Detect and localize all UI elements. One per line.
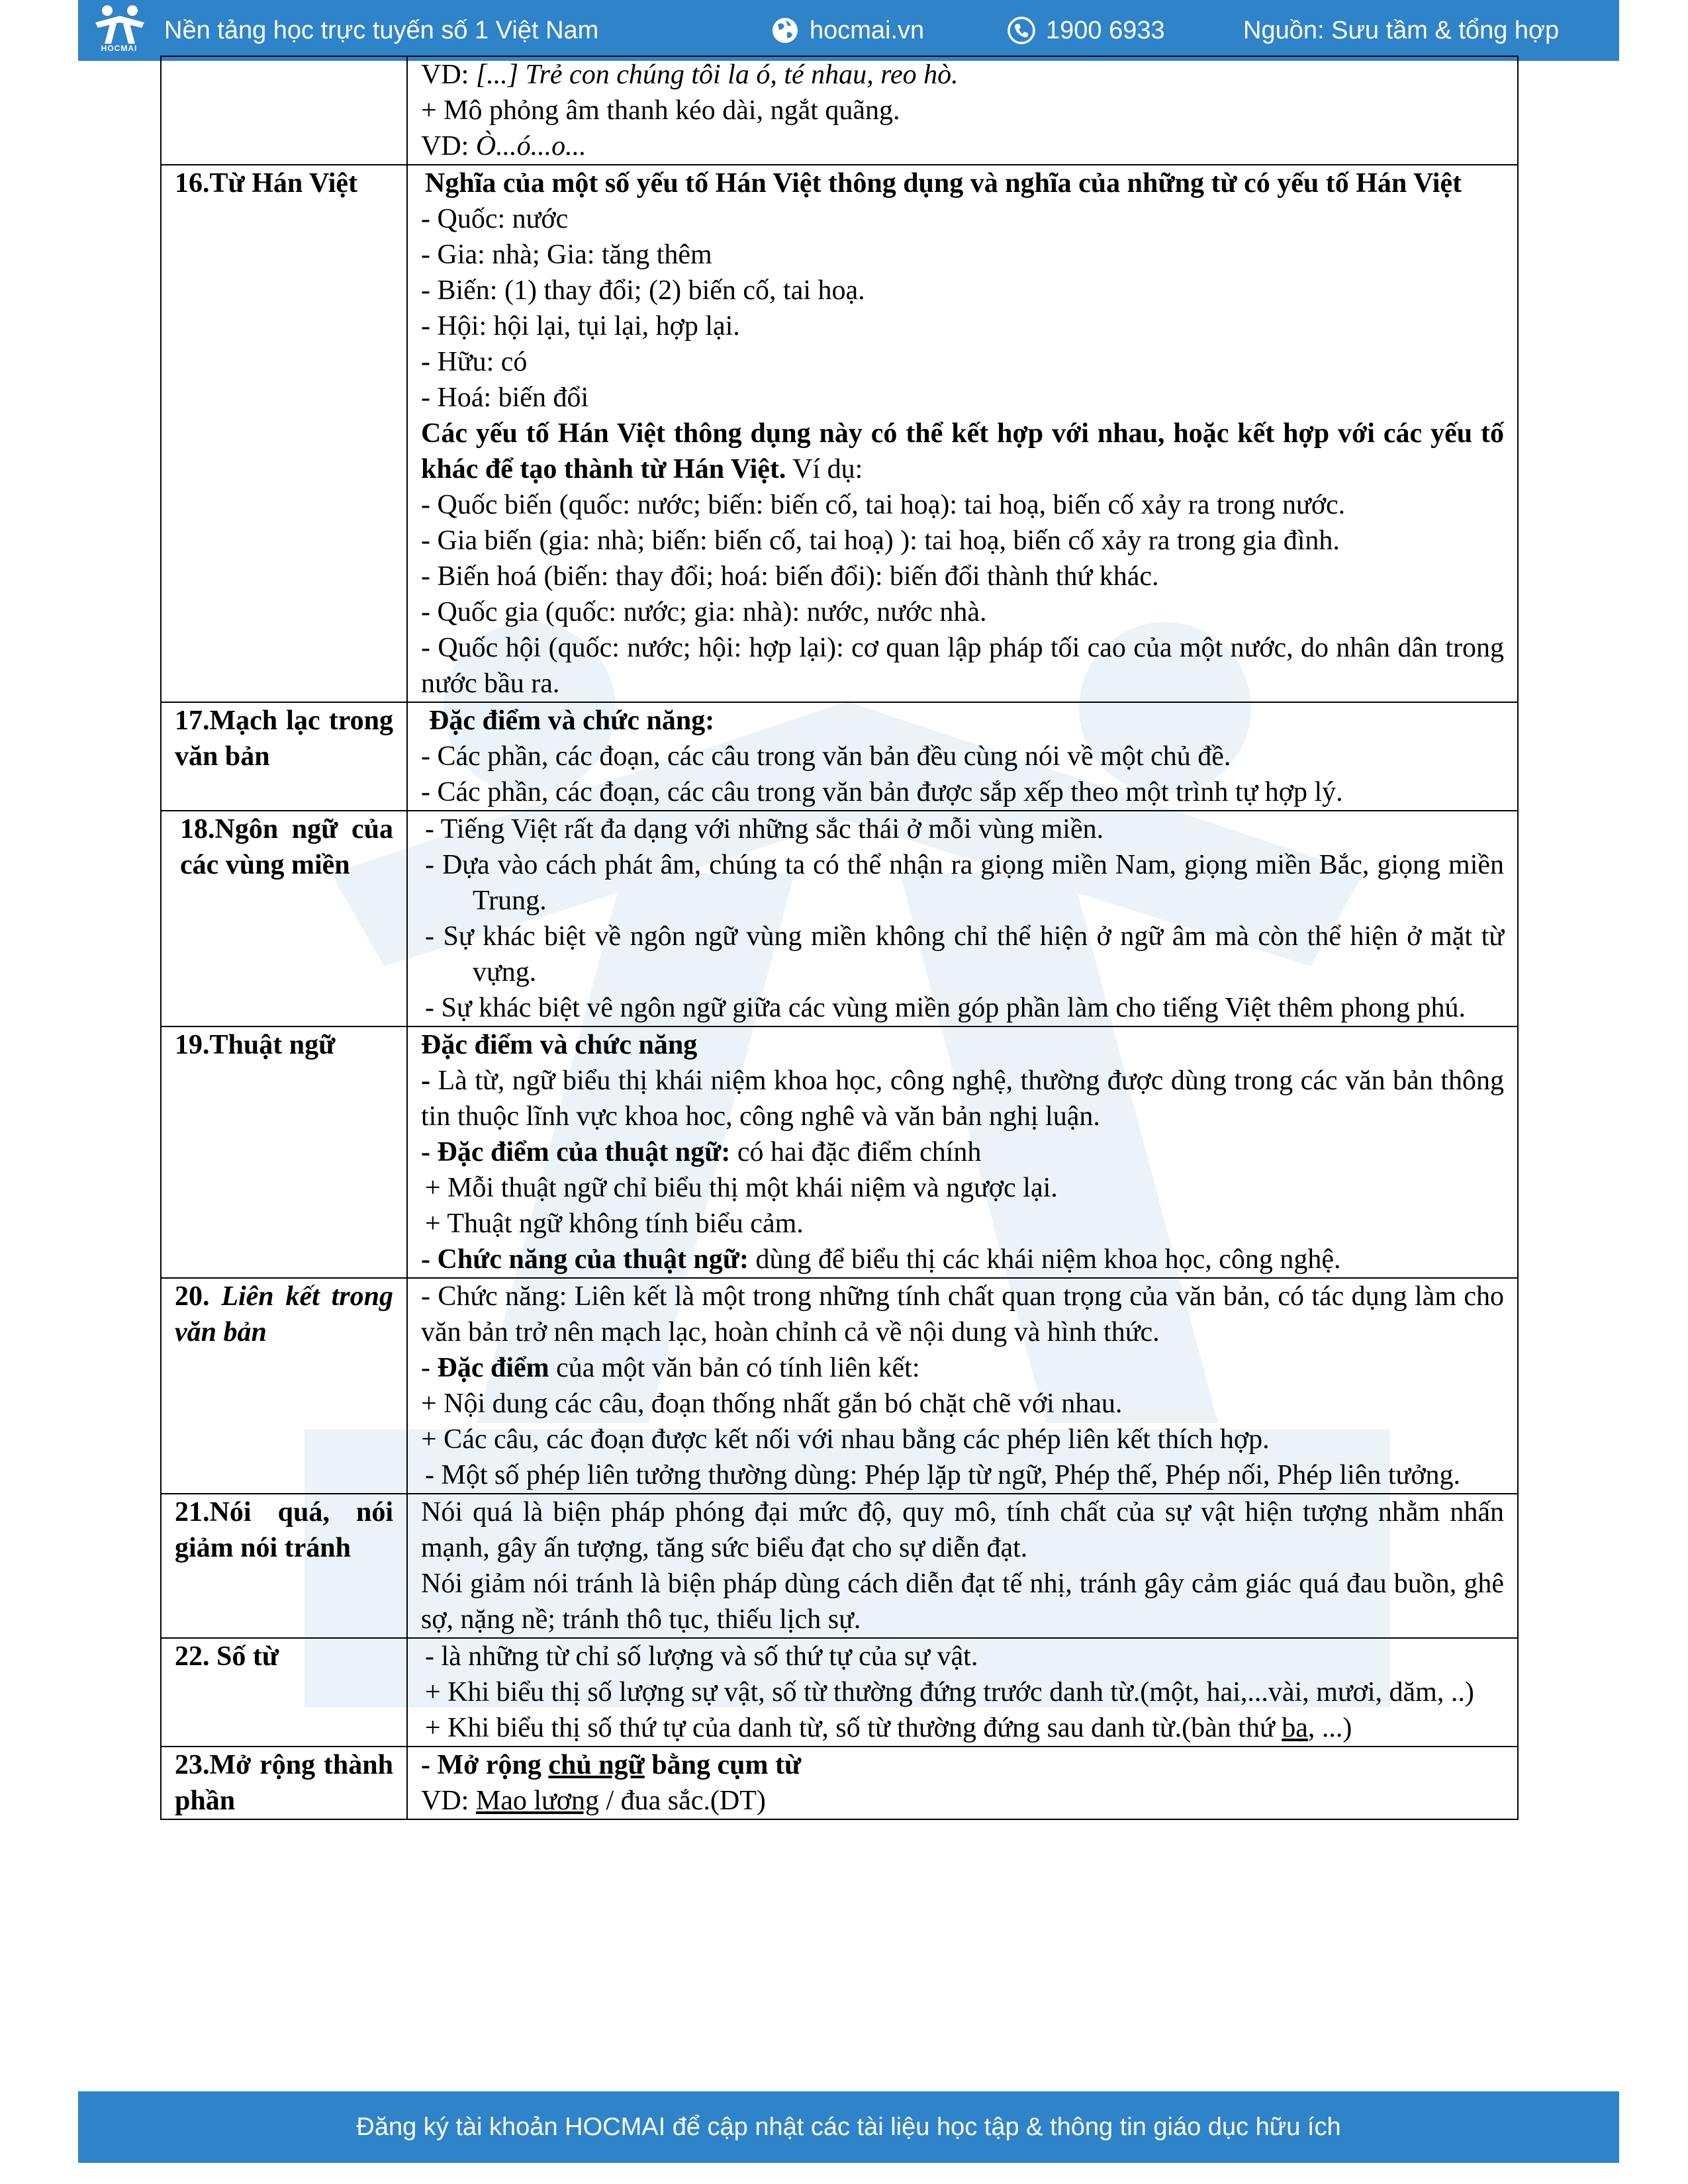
list-item: - Hoá: biến đổi <box>421 383 589 413</box>
table-row <box>161 1494 1518 1638</box>
list-item-text: , ...) <box>1307 1713 1352 1743</box>
row-18-title: 18.Ngôn ngữ của các vùng miền <box>161 811 407 1026</box>
list-item: - Một số phép liên tưởng thường dùng: Phép lặp từ ngữ, Phép thế, Phép nối, Phép liên tưởng. <box>425 1460 1461 1490</box>
row-21-title: 21.Nói quá, nói giảm nói tránh <box>161 1494 407 1638</box>
knowledge-table <box>160 56 1519 1820</box>
list-item: - Sự khác biệt về ngôn ngữ vùng miền không chỉ thể hiện ở ngữ âm mà còn thể hiện ở mặt từ vựng. <box>425 921 1504 987</box>
example-text: / đua sắc.(DT) <box>598 1786 766 1816</box>
row-22-content-cell <box>407 1638 1518 1747</box>
list-item: - Biến hoá (biến: thay đổi; hoá: biến đổi): biến đổi thành thứ khác. <box>421 561 1159 592</box>
row-16-content-cell <box>407 165 1518 702</box>
feature-label: - Đặc điểm của thuật ngữ: <box>421 1137 731 1167</box>
list-item: - Hữu: có <box>421 347 528 377</box>
row-20-content-cell <box>407 1278 1518 1494</box>
list-item: + Mô phỏng âm thanh kéo dài, ngắt quãng. <box>421 95 900 126</box>
definition-text: Là từ, ngữ biểu thị khái niệm khoa học, công nghệ, thường được dùng trong các văn bản thông tin thuộc lĩnh vực khoa hoc, công nghê và văn bản nghị luận. <box>421 1066 1504 1132</box>
header-tagline: Nền tảng học trực tuyến số 1 Việt Nam <box>164 16 599 44</box>
table-row <box>161 1638 1518 1747</box>
example-label: VD: <box>421 131 476 161</box>
header-bar <box>78 0 1619 61</box>
row-number: 20. <box>175 1281 210 1312</box>
row-17-content-cell <box>407 702 1518 811</box>
heading-text: - Mở rộng <box>421 1750 549 1780</box>
row-18-content-cell <box>407 811 1518 1026</box>
list-item: - Sự khác biệt vê ngôn ngữ giữa các vùng miền góp phần làm cho tiếng Việt thêm phong phú. <box>425 993 1466 1023</box>
example-text: [...] Trẻ con chúng tôi la ó, té nhau, reo hò. <box>475 60 959 90</box>
list-item: + Mỗi thuật ngữ chỉ biểu thị một khái niệm và ngược lại. <box>425 1173 1058 1203</box>
phone-text: 1900 6933 <box>1046 16 1165 44</box>
row-23-title: 23.Mở rộng thành phần <box>161 1747 407 1819</box>
table-row <box>161 165 1518 702</box>
header-phone[interactable] <box>1006 0 1165 61</box>
table-row <box>161 56 1518 165</box>
row-19-title: 19.Thuật ngữ <box>161 1026 407 1278</box>
example-label: VD: <box>421 1786 476 1816</box>
function-label: - Chức năng của thuật ngữ: <box>421 1244 749 1275</box>
combination-note: Các yếu tố Hán Việt thông dụng này có thể kết hợp với nhau, hoặc kết hợp với các yếu tố khác để tạo thành từ Hán Việt. <box>421 418 1504 484</box>
list-item: - Các phần, các đoạn, các câu trong văn bản được sắp xếp theo một trình tự hợp lý. <box>421 777 1343 807</box>
function-text: dùng để biểu thị các khái niệm khoa học, công nghệ. <box>748 1244 1341 1275</box>
list-item: - Quốc biến (quốc: nước; biến: biến cố, tai hoạ): tai hoạ, biến cố xảy ra trong nước. <box>421 490 1346 520</box>
header-website[interactable] <box>770 0 924 61</box>
underlined-word: Mao lương <box>475 1786 599 1816</box>
row-17-title: 17.Mạch lạc trong văn bản <box>161 702 407 811</box>
list-item: - Gia biến (gia: nhà; biến: biến cố, tai hoạ) ): tai hoạ, biến cố xảy ra trong gia đình. <box>421 525 1340 556</box>
row-15-content-cell <box>407 56 1518 165</box>
list-item: - là những từ chỉ số lượng và số thứ tự của sự vật. <box>425 1641 978 1672</box>
row-16-title: 16.Từ Hán Việt <box>161 165 407 702</box>
list-item: + Khi biểu thị số lượng sự vật, số từ thường đứng trước danh từ.(một, hai,...vài, mươi, dăm, ..) <box>425 1677 1474 1707</box>
list-item-text: + Khi biểu thị số thứ tự của danh từ, số từ thường đứng sau danh từ.(bàn thứ <box>425 1713 1282 1743</box>
list-item: - Quốc: nước <box>421 204 569 234</box>
list-dash: - <box>421 1353 438 1383</box>
brand-name: HOCMAI <box>101 44 138 53</box>
footer-bar[interactable] <box>78 2091 1619 2163</box>
paragraph: Nói giảm nói tránh là biện pháp dùng cách diễn đạt tế nhị, tránh gây cảm giác quá đau buồn, ghê sợ, nặng nề; tránh thô tục, thiếu lịch sự. <box>421 1569 1504 1635</box>
underlined-word: ba <box>1282 1713 1308 1743</box>
table-row <box>161 811 1518 1026</box>
feature-label: Đặc điểm <box>437 1353 549 1383</box>
paragraph: Nói quá là biện pháp phóng đại mức độ, quy mô, tính chất của sự vật hiện tượng nhằm nhấn mạnh, gây ấn tượng, tăng sức biểu đạt cho sự diễn đạt. <box>421 1497 1504 1563</box>
table-row <box>161 1747 1518 1819</box>
list-item: - Các phần, các đoạn, các câu trong văn bản đều cùng nói về một chủ đề. <box>421 741 1231 772</box>
table-row <box>161 1278 1518 1494</box>
section-heading: Nghĩa của một số yếu tố Hán Việt thông dụng và nghĩa của những từ có yếu tố Hán Việt <box>425 168 1462 199</box>
row-22-title: 22. Số từ <box>161 1638 407 1747</box>
row-21-content-cell <box>407 1494 1518 1638</box>
feature-text: của một văn bản có tính liên kết: <box>549 1353 920 1383</box>
list-item: - Hội: hội lại, tụi lại, hợp lại. <box>421 311 740 341</box>
list-item: + Nội dung các câu, đoạn thống nhất gắn bó chặt chẽ với nhau. <box>421 1388 1123 1419</box>
list-item: - Biến: (1) thay đổi; (2) biến cố, tai hoạ. <box>421 275 865 306</box>
section-heading: Đặc điểm và chức năng <box>421 1030 698 1060</box>
list-item: + Thuật ngữ không tính biểu cảm. <box>425 1208 804 1239</box>
row-15-title-cell <box>161 56 407 165</box>
list-item: - Tiếng Việt rất đa dạng với những sắc thái ở mỗi vùng miền. <box>425 814 1104 844</box>
row-23-content-cell <box>407 1747 1518 1819</box>
example-label: VD: <box>421 60 476 90</box>
underlined-word: chủ ngữ <box>548 1750 645 1780</box>
list-item: - Quốc hội (quốc: nước; hội: hợp lại): cơ quan lập pháp tối cao của một nước, do nhân dân trong nước bầu ra. <box>421 633 1504 699</box>
header-source: Nguồn: Sưu tầm & tổng hợp <box>1243 16 1560 44</box>
section-heading: Đặc điểm và chức năng: <box>429 705 715 736</box>
heading-text: bằng cụm từ <box>644 1750 802 1780</box>
function-text: - Chức năng: Liên kết là một trong những tính chất quan trọng của văn bản, có tác dụng làm cho văn bản trở nên mạch lạc, hoàn chỉnh cả về nội dung và hình thức. <box>421 1281 1504 1347</box>
row-title-text: Liên kết trong văn bản <box>175 1281 393 1347</box>
list-item: - Gia: nhà; Gia: tăng thêm <box>421 240 712 270</box>
list-item: - Quốc gia (quốc: nước; gia: nhà): nước, nước nhà. <box>421 597 987 627</box>
table-row <box>161 702 1518 811</box>
footer-text: Đăng ký tài khoản HOCMAI để cập nhật các tài liệu học tập & thông tin giáo dục hữu ích <box>356 2113 1341 2141</box>
website-text: hocmai.vn <box>810 16 925 44</box>
globe-icon <box>770 15 800 46</box>
example-label: Ví dụ: <box>786 454 863 484</box>
feature-text: có hai đặc điểm chính <box>730 1137 982 1167</box>
row-20-title <box>161 1278 407 1494</box>
list-item: + Các câu, các đoạn được kết nối với nhau bằng các phép liên kết thích hợp. <box>421 1424 1270 1455</box>
list-item: - Dựa vào cách phát âm, chúng ta có thể nhận ra giọng miền Nam, giọng miền Bắc, giọng miền Trung. <box>425 850 1504 916</box>
example-text: Ò...ó...o... <box>475 131 586 161</box>
phone-icon <box>1006 15 1037 46</box>
row-19-content-cell <box>407 1026 1518 1278</box>
table-row <box>161 1026 1518 1278</box>
list-dash: - <box>421 1066 430 1096</box>
